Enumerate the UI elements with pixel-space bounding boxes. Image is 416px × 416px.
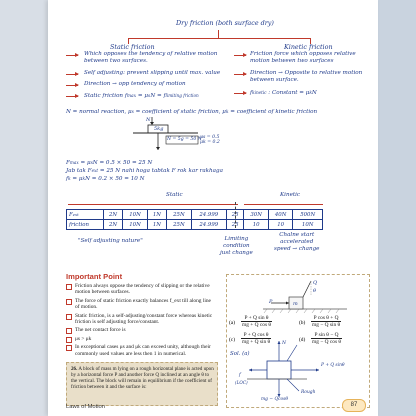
option-d-label: (d) xyxy=(299,337,306,343)
table-cell: 25N xyxy=(167,210,191,220)
chapter-footer: Laws of Motion xyxy=(66,404,105,410)
table-cell: 40N xyxy=(268,210,292,220)
chalne-note: Chalne start accelerated speed → change xyxy=(274,232,320,252)
option-a: $\frac{\text{P + Q sin θ}}{\text{mg + Q cos θ}}$ xyxy=(242,315,271,328)
row-head-fext: Fext xyxy=(67,210,104,220)
calc-fmax: Fmax = μsN = 0.5 × 50 = 25 N xyxy=(66,160,153,166)
row-head-friction: friction xyxy=(67,220,104,230)
static-item-self-adjusting: Self adjusting: prevent slipping until max. value xyxy=(84,70,221,76)
fig-label-p: P xyxy=(269,299,273,305)
table-cell: 2N xyxy=(103,210,122,220)
kinetic-friction-title: Kinetic friction xyxy=(284,43,333,51)
table-cell: 24.999 xyxy=(191,210,226,220)
options-box xyxy=(226,274,370,408)
important-item: Friction always oppose the tendency of slipping or the relative motion between surfaces. xyxy=(66,283,214,296)
fig-label-theta: θ xyxy=(313,288,317,294)
arrow-6 xyxy=(234,74,246,75)
arrow-7 xyxy=(234,93,246,94)
normal-reaction-line: N = normal reaction, μs = coefficient of static friction, μk = coefficient of kinetic friction xyxy=(66,109,318,115)
table-cell: 10 xyxy=(244,220,268,230)
page-number: 87 xyxy=(342,399,366,412)
arrow-1 xyxy=(66,55,78,56)
table-cell: 1N xyxy=(147,210,166,220)
important-item: μs > μk xyxy=(66,336,214,342)
arrow-5 xyxy=(234,55,246,56)
limiting-note: Limiting condition just change xyxy=(220,236,253,256)
static-range-line xyxy=(68,204,238,205)
static-item-direction: Direction → opp tendency of motion xyxy=(84,81,186,87)
friction-table xyxy=(66,209,323,230)
fig-label-m: m xyxy=(293,301,298,307)
static-item-formula: Static friction fmax = μsN = flimiting friction xyxy=(84,93,199,99)
option-b: $\frac{\text{P cos θ + Q}}{\text{mg − Q sin θ}}$ xyxy=(312,315,341,328)
calc-jab-tak: Jab tak Fext = 25 N nahi hoga tabtak F rok kar rakhaga xyxy=(66,168,223,174)
table-cell: 10 xyxy=(268,220,292,230)
sol-label-rough: Rough xyxy=(301,390,316,395)
table-cell: 25N xyxy=(167,220,191,230)
tree-stem xyxy=(218,30,219,38)
option-a-label: (a) xyxy=(229,320,235,326)
kinetic-item-formula: fkinetic : Constant = μkN xyxy=(250,90,317,96)
static-item-oppose: Which opposes the tendency of relative motion between two surfaces. xyxy=(84,51,218,64)
table-cell: 2N xyxy=(103,220,122,230)
self-adjusting-note: "Self adjusting nature" xyxy=(78,238,143,244)
limiting-divider xyxy=(235,202,236,228)
table-kinetic-label: Kinetic xyxy=(280,192,301,198)
sol-label-loc: (LOC) xyxy=(235,380,248,385)
table-cell: 1N xyxy=(147,220,166,230)
sol-label-p-q: P + Q sinθ xyxy=(321,363,345,368)
kinetic-item-direction: Direction → Opposite to relative motion between surface. xyxy=(250,70,363,83)
kinetic-item-oppose: Friction force which opposes relative motion between two surfaces xyxy=(250,51,356,64)
important-item: The force of static friction exactly balances f_ext till along line of motion. xyxy=(66,298,214,311)
table-static-label: Static xyxy=(166,192,183,198)
option-c-label: (c) xyxy=(229,337,235,343)
block-diagram xyxy=(128,116,228,152)
sol-label-mg: mg − Qcosθ xyxy=(261,397,289,402)
fig-label-q: Q xyxy=(313,280,318,286)
table-cell: 24.999 xyxy=(191,220,226,230)
block-force-label: N = 5g = 50 N xyxy=(167,137,202,142)
important-item: The net contact force is xyxy=(66,327,214,333)
block-mass: 5kg xyxy=(154,126,164,132)
example-box xyxy=(66,362,218,406)
table-cell: 25 xyxy=(226,210,244,220)
page xyxy=(48,0,378,416)
dry-friction-heading: Dry friction (both surface dry) xyxy=(176,19,274,27)
arrow-2 xyxy=(66,74,78,75)
tree-horizontal-line xyxy=(128,38,310,39)
option-d: $\frac{\text{P sin θ − Q}}{\text{mg − Q cos θ}}$ xyxy=(312,332,341,345)
arrow-4 xyxy=(66,96,78,97)
static-friction-title: Static friction xyxy=(110,43,155,51)
block-normal-n: N xyxy=(146,117,151,123)
sol-label-n: N xyxy=(282,341,287,346)
table-row-fext xyxy=(67,210,323,220)
table-cell: 10N xyxy=(293,220,323,230)
important-item: In exceptional cases μs and μk can exceed unity, although their commonly used values are less then 1 in numerical. xyxy=(66,344,214,357)
table-cell: 10N xyxy=(123,220,147,230)
table-row-friction xyxy=(67,220,323,230)
calc-fk: fk = μkN = 0.2 × 50 = 10 N xyxy=(66,176,145,182)
option-c: $\frac{\text{P + Q cos θ}}{\text{mg + Q sin θ}}$ xyxy=(242,332,271,345)
table-cell: 500N xyxy=(293,210,323,220)
sol-label-f: f xyxy=(239,373,241,378)
block-mu-values: μs = 0.5 μk = 0.2 xyxy=(200,135,220,146)
table-cell: 30N xyxy=(244,210,268,220)
example-text: 26. A block of mass m lying on a rough horizontal plane is acted upon by a horizontal force P and another force Q inclined at an angle θ to the vertical. The block will remain in equilibrium if the coefficient of friction between it and the surface is: xyxy=(71,366,214,391)
table-cell: 25 xyxy=(226,220,244,230)
option-b-label: (b) xyxy=(299,320,306,326)
important-list xyxy=(66,283,214,359)
arrow-3 xyxy=(66,85,78,86)
important-point-title: Important Point xyxy=(66,272,123,281)
important-item: Static friction, is a self-adjusting/constant force whereas kinetic friction is self adjusting force/constant. xyxy=(66,313,214,326)
kinetic-range-line xyxy=(244,204,323,205)
table-cell: 10N xyxy=(123,210,147,220)
solution-label: Sol. (a) xyxy=(230,351,250,357)
